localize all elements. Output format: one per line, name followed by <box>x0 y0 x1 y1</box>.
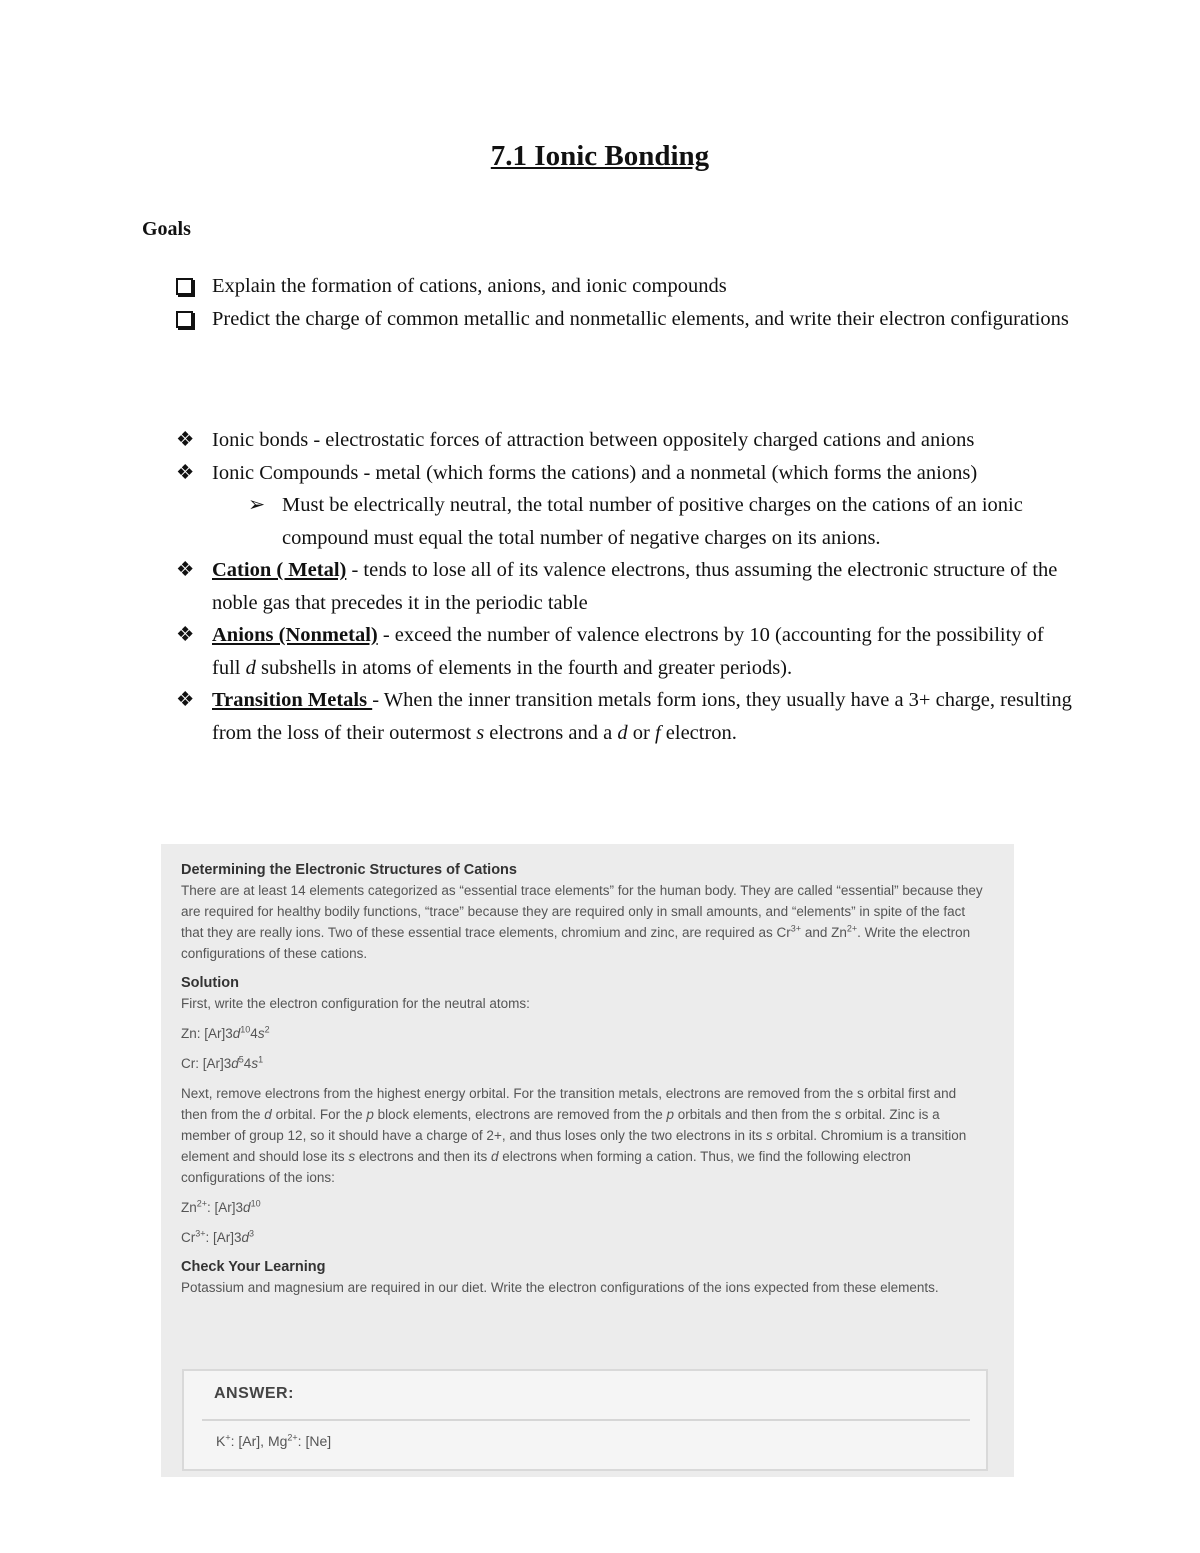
check-heading: Check Your Learning <box>181 1259 326 1275</box>
diamond-bullet-icon: ❖ <box>176 461 195 484</box>
cr-config: Cr: $[Ar]3d^54s^1$ <box>181 1054 264 1071</box>
answer-divider <box>202 1419 970 1421</box>
anion-term: Anions (Nonmetal) <box>212 624 378 646</box>
example-heading: Determining the Electronic Structures of Cations <box>181 862 517 878</box>
list-item: ➢ Must be electrically neutral, the total number of positive charges on the cations of an ionic compound must equal the total number of negative charges on its anions. <box>176 489 1076 554</box>
zn-config: Zn: $[Ar]3d^{10}4s^2$ <box>181 1024 270 1041</box>
goals-heading: Goals <box>142 218 191 240</box>
arrow-bullet-icon: ➢ <box>248 494 266 516</box>
diamond-bullet-icon: ❖ <box>176 689 195 711</box>
answer-box <box>182 1369 988 1471</box>
list-item: ❖ Ionic bonds - electrostatic forces of attraction between oppositely charged cations and anions <box>176 424 1076 457</box>
check-text: Potassium and magnesium are required in our diet. Write the electron configurations of the ions expected from these elements. <box>181 1280 939 1295</box>
example-intro: There are at least 14 elements categorized as “essential trace elements” for the human body. They are called “essential” because they are required for healthy bodily functions, “trace” because they are required only in small amounts, and “elements” in spite of the fact that they are really ions. Two of these essential trace elements, chromium and zinc, are required as $Cr^{3+}$ and $Zn^{2+}$. Write the electron configurations of these cations. <box>181 883 983 961</box>
answer-text: K+: [Ar], $Mg^{2+}$: [Ne] <box>216 1432 332 1449</box>
list-item: Explain the formation of cations, anions, and ionic compounds <box>176 270 1076 303</box>
answer-label: ANSWER: <box>214 1385 294 1402</box>
solution-heading: Solution <box>181 975 239 991</box>
solution-line: First, write the electron configuration for the neutral atoms: <box>181 996 530 1011</box>
diamond-bullet-icon: ❖ <box>176 559 195 581</box>
zn-ion-config: $Zn^{2+}$: $[Ar]3d^{10}$ <box>181 1198 261 1215</box>
next-paragraph: Next, remove electrons from the highest energy orbital. For the transition metals, electrons are removed from the s orbital first and then from the d orbital. For the p block elements, electrons are removed from the p orbitals and then from the s orbital. Zinc is a member of group 12, so it should have a charge of 2+, and thus loses only the two electrons in its s orbital. Chromium is a transition element and should lose its s electrons and then its d electrons when forming a cation. Thus, we find the following electron configurations of the ions: <box>181 1086 967 1185</box>
cr-ion-config: $Cr^{3+}$: $[Ar]3d^3$ <box>181 1228 255 1245</box>
list-item: Predict the charge of common metallic and nonmetallic elements, and write their electron configurations <box>176 303 1076 336</box>
diamond-bullet-icon: ❖ <box>176 429 195 451</box>
goals-list <box>176 270 1076 335</box>
cation-term: Cation ( Metal) <box>212 559 347 581</box>
example-panel <box>161 844 1014 1477</box>
list-item: ❖ Ionic Compounds - metal (which forms the cations) and a nonmetal (which forms the anions) <box>176 457 1076 490</box>
list-item: ❖ Cation ( Metal) - tends to lose all of its valence electrons, thus assuming the electronic structure of the noble gas that precedes it in the periodic table <box>176 554 1076 619</box>
checkbox-icon <box>176 270 206 306</box>
checkbox-icon <box>176 303 206 339</box>
diamond-bullet-icon: ❖ <box>176 624 195 646</box>
notes-list <box>176 424 1076 749</box>
page-title: 7.1 Ionic Bonding <box>490 140 710 172</box>
list-item: ❖ Anions (Nonmetal) - exceed the number of valence electrons by 10 (accounting for the possibility of full d subshells in atoms of elements in the fourth and greater periods). <box>176 619 1076 684</box>
transition-term: Transition Metals <box>212 689 373 711</box>
list-item: ❖ Transition Metals - When the inner transition metals form ions, they usually have a 3+ charge, resulting from the loss of their outermost s electrons and a d or f electron. <box>176 684 1076 749</box>
